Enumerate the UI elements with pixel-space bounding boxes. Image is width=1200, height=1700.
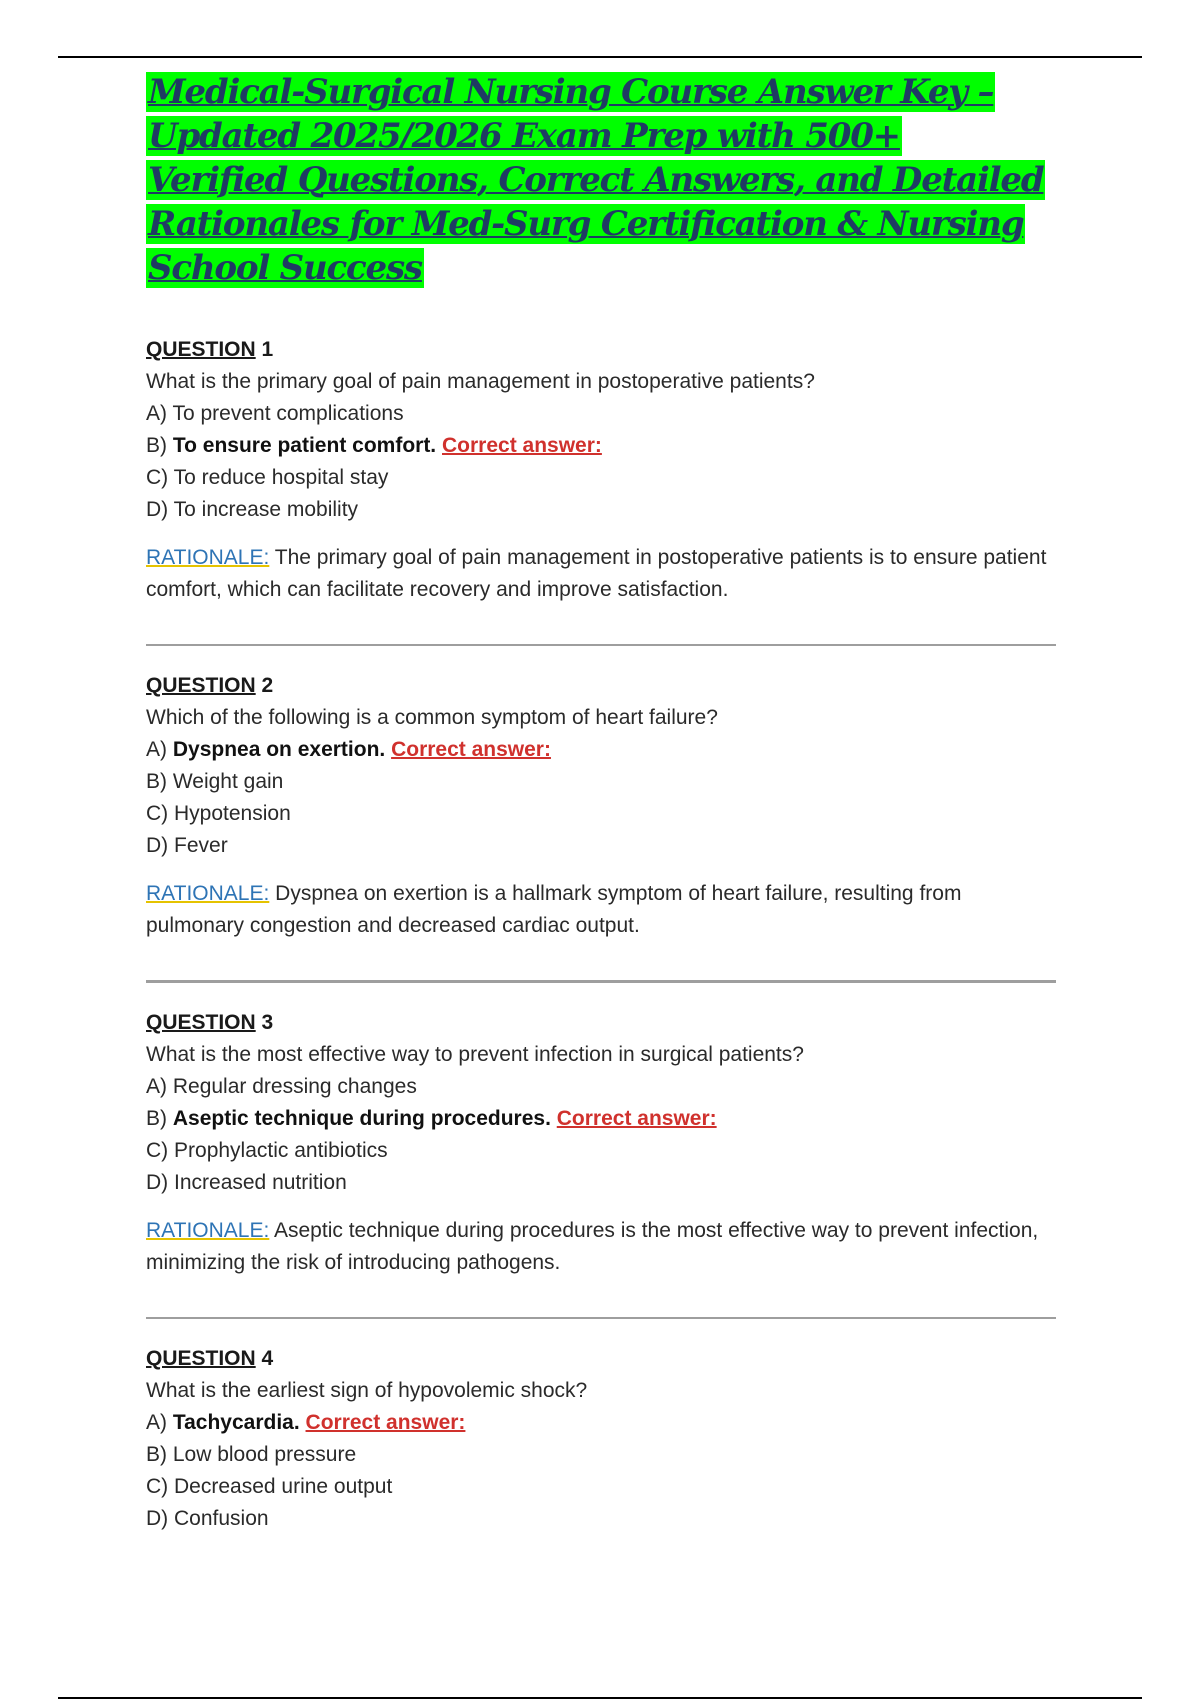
- question-block-3: [146, 1007, 1056, 1279]
- option-text: Increased nutrition: [174, 1171, 347, 1194]
- correct-answer-tag: Correct answer:: [556, 1107, 717, 1130]
- option-letter: A): [146, 402, 167, 425]
- correct-answer-tag: Correct answer:: [305, 1411, 466, 1434]
- option-letter: D): [146, 1171, 169, 1194]
- rationale: [146, 1215, 1056, 1279]
- question-block-1: [146, 334, 1056, 606]
- option-text: Tachycardia.: [172, 1411, 300, 1434]
- option-a-correct: [146, 734, 1056, 766]
- option-letter: D): [146, 834, 169, 857]
- option-letter: B): [146, 1107, 167, 1130]
- question-number: 2: [261, 674, 274, 697]
- option-letter: A): [146, 1411, 167, 1434]
- question-word: QUESTION: [146, 1347, 256, 1370]
- rationale-text: The primary goal of pain management in postoperative patients is to ensure patient comfort, which can facilitate recovery and improve satisfaction.: [146, 546, 1047, 601]
- option-text: Aseptic technique during procedures.: [172, 1107, 551, 1130]
- rationale-text: Dyspnea on exertion is a hallmark symptom of heart failure, resulting from pulmonary congestion and decreased cardiac output.: [146, 882, 962, 937]
- option-c: [146, 1135, 1056, 1167]
- option-text: Decreased urine output: [174, 1475, 393, 1498]
- option-a-correct: [146, 1407, 1056, 1439]
- option-letter: B): [146, 1443, 167, 1466]
- option-b-correct: [146, 430, 1056, 462]
- option-text: Fever: [174, 834, 228, 857]
- option-d: [146, 830, 1056, 862]
- question-number: 1: [261, 338, 274, 361]
- rationale-label: RATIONALE:: [146, 1219, 270, 1242]
- option-text: To prevent complications: [172, 402, 404, 425]
- option-a: [146, 398, 1056, 430]
- question-text: What is the most effective way to prevent infection in surgical patients?: [146, 1043, 804, 1066]
- option-letter: C): [146, 466, 169, 489]
- question-heading: [146, 334, 1056, 366]
- question-text: What is the primary goal of pain management in postoperative patients?: [146, 370, 815, 393]
- rationale-label: RATIONALE:: [146, 546, 270, 569]
- option-letter: B): [146, 770, 167, 793]
- question-word: QUESTION: [146, 338, 256, 361]
- option-text: Low blood pressure: [172, 1443, 357, 1466]
- section-divider: [146, 1317, 1056, 1319]
- question-heading: [146, 1343, 1056, 1375]
- option-text: Regular dressing changes: [172, 1075, 417, 1098]
- top-rule: [58, 56, 1142, 58]
- question-heading: [146, 670, 1056, 702]
- option-letter: D): [146, 1507, 169, 1530]
- document-body: [146, 70, 1056, 1535]
- question-heading: [146, 1007, 1056, 1039]
- question-block-4: [146, 1343, 1056, 1535]
- question-number: 4: [261, 1347, 274, 1370]
- option-letter: B): [146, 434, 167, 457]
- option-text: Prophylactic antibiotics: [174, 1139, 388, 1162]
- section-divider: [146, 644, 1056, 646]
- option-b: [146, 766, 1056, 798]
- option-a: [146, 1071, 1056, 1103]
- correct-answer-tag: Correct answer:: [442, 434, 602, 457]
- option-text: To ensure patient comfort.: [172, 434, 437, 457]
- option-c: [146, 1471, 1056, 1503]
- option-text: Confusion: [174, 1507, 269, 1530]
- option-text: Dyspnea on exertion.: [172, 738, 386, 761]
- option-letter: A): [146, 738, 167, 761]
- option-d: [146, 494, 1056, 526]
- question-block-2: [146, 670, 1056, 942]
- bottom-rule: [58, 1697, 1142, 1699]
- option-text: Weight gain: [172, 770, 284, 793]
- option-text: To increase mobility: [173, 498, 359, 521]
- option-d: [146, 1167, 1056, 1199]
- rationale-text: Aseptic technique during procedures is the most effective way to prevent infection, minimizing the risk of introducing pathogens.: [146, 1219, 1039, 1274]
- rationale: [146, 878, 1056, 942]
- question-word: QUESTION: [146, 1011, 256, 1034]
- question-text: Which of the following is a common symptom of heart failure?: [146, 706, 718, 729]
- correct-answer-tag: Correct answer:: [391, 738, 551, 761]
- option-d: [146, 1503, 1056, 1535]
- option-letter: D): [146, 498, 169, 521]
- question-word: QUESTION: [146, 674, 256, 697]
- rationale-label: RATIONALE:: [146, 882, 270, 905]
- section-divider: [146, 980, 1056, 983]
- option-letter: A): [146, 1075, 167, 1098]
- option-text: To reduce hospital stay: [173, 466, 389, 489]
- option-c: [146, 798, 1056, 830]
- question-text: What is the earliest sign of hypovolemic shock?: [146, 1379, 588, 1402]
- option-b-correct: [146, 1103, 1056, 1135]
- option-c: [146, 462, 1056, 494]
- document-title-text: Medical-Surgical Nursing Course Answer Key – Updated 2025/2026 Exam Prep with 500+ Verified Questions, Correct Answers, and Detailed Rationales for Med-Surg Certification & Nursing School Success: [148, 72, 1044, 288]
- rationale: [146, 542, 1056, 606]
- option-letter: C): [146, 1139, 169, 1162]
- option-letter: C): [146, 802, 169, 825]
- option-letter: C): [146, 1475, 169, 1498]
- document-title: [146, 70, 1046, 290]
- option-text: Hypotension: [174, 802, 291, 825]
- option-b: [146, 1439, 1056, 1471]
- question-number: 3: [261, 1011, 274, 1034]
